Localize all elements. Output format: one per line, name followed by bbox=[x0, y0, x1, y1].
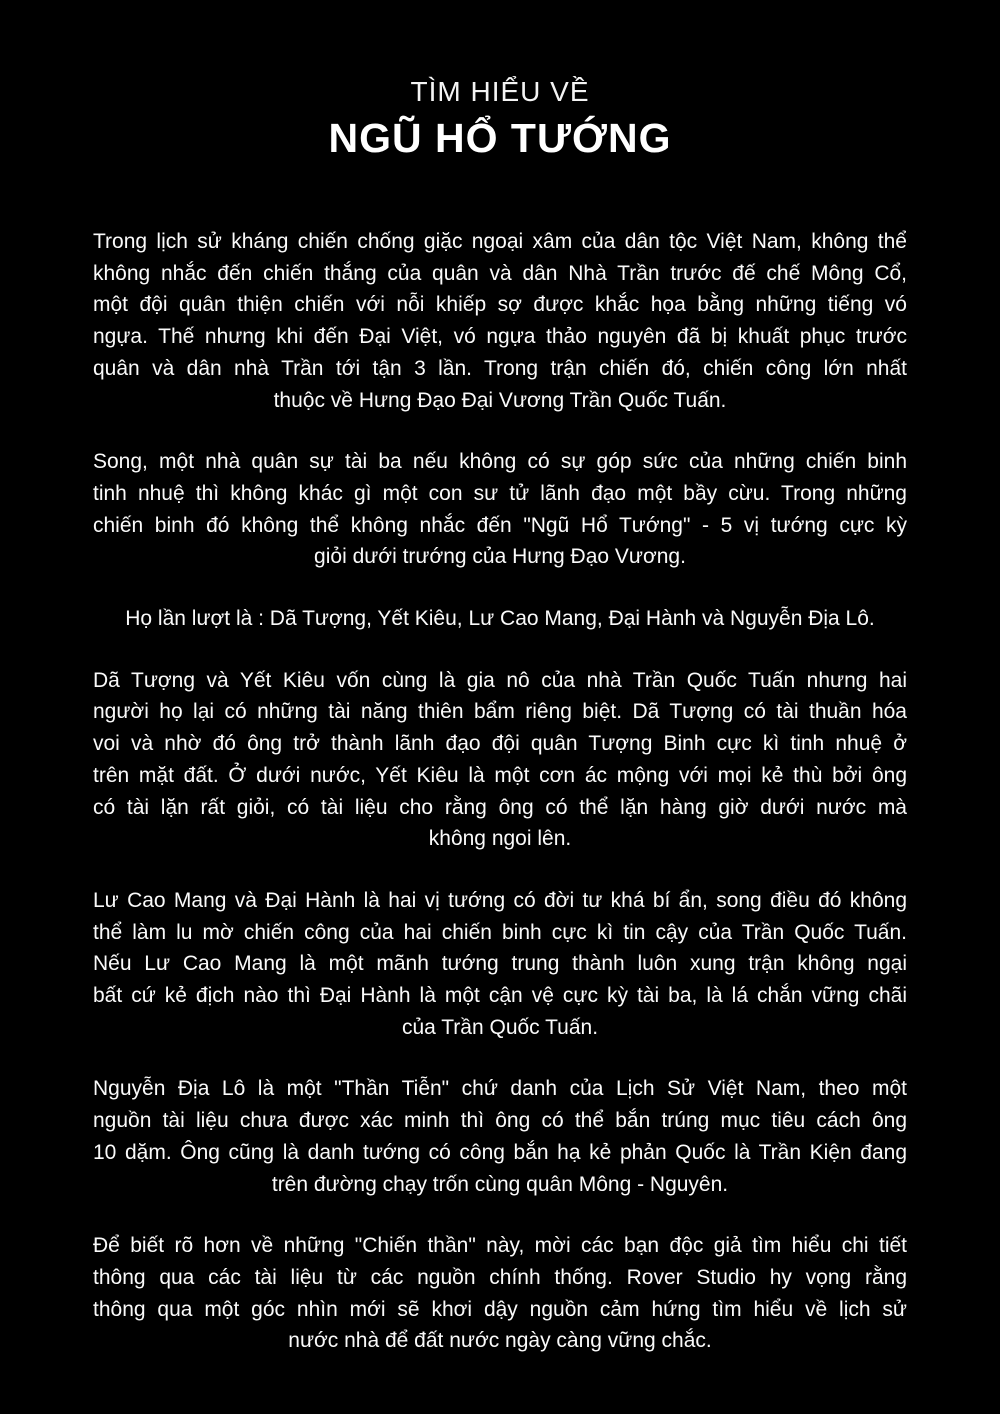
text-line: Lư Cao Mang và Đại Hành là hai vị tướng có đời tư khá bí ẩn, song điều đó không bbox=[93, 888, 907, 912]
text-line: không nhắc đến chiến thắng của quân và dân Nhà Trần trước đế chế Mông Cổ, bbox=[93, 261, 907, 285]
text-line: ngựa. Thế nhưng khi đến Đại Việt, vó ngựa thảo nguyên đã bị khuất phục trước bbox=[93, 325, 907, 349]
text-line: Họ lần lượt là : Dã Tượng, Yết Kiêu, Lư Cao Mang, Đại Hành và Nguyễn Địa Lô. bbox=[125, 607, 875, 631]
text-line: trên mặt đất. Ở dưới nước, Yết Kiêu là một cơn ác mộng với mọi kẻ thù bởi ông bbox=[93, 763, 907, 787]
text-line: không ngoi lên. bbox=[428, 827, 572, 851]
document bbox=[93, 0, 907, 1357]
paragraph-lu-cao-mang-dai-hanh bbox=[93, 885, 907, 1044]
document-body bbox=[93, 226, 907, 1357]
text-line: một đội quân thiện chiến với nỗi khiếp sợ được khắc họa bằng những tiếng vó bbox=[93, 293, 907, 317]
text-line: Để biết rõ hơn về những "Chiến thần" này, mời các bạn độc giả tìm hiểu chi tiết bbox=[93, 1234, 907, 1258]
text-line: thông qua một góc nhìn mới sẽ khơi dậy nguồn cảm hứng tìm hiểu về lịch sử bbox=[93, 1297, 907, 1321]
text-line: Nếu Lư Cao Mang là một mãnh tướng trung thành luôn xung trận không ngại bbox=[93, 952, 907, 976]
paragraph-intro-history bbox=[93, 226, 907, 416]
text-line: thông qua các tài liệu từ các nguồn chính thống. Rover Studio hy vọng rằng bbox=[93, 1265, 907, 1289]
text-line: có tài lặn rất giỏi, có tài liệu cho rằng ông có thể lặn hàng giờ dưới nước mà bbox=[93, 795, 907, 819]
text-line: 10 dặm. Ông cũng là danh tướng có công bắn hạ kẻ phản Quốc là Trần Kiện đang bbox=[93, 1140, 907, 1164]
text-line: Song, một nhà quân sự tài ba nếu không có sự góp sức của những chiến binh bbox=[93, 450, 907, 474]
text-line: Nguyễn Địa Lô là một "Thần Tiễn" chứ danh của Lịch Sử Việt Nam, theo một bbox=[93, 1077, 907, 1101]
text-line: của Trần Quốc Tuấn. bbox=[401, 1015, 599, 1039]
text-line: giỏi dưới trướng của Hưng Đạo Vương. bbox=[314, 545, 686, 569]
text-line: Trong lịch sử kháng chiến chống giặc ngoại xâm của dân tộc Việt Nam, không thể bbox=[93, 230, 907, 253]
text-line: trên đường chạy trốn cùng quân Mông - Nguyên. bbox=[271, 1172, 729, 1196]
document-header bbox=[93, 76, 907, 162]
text-line: nguồn tài liệu chưa được xác minh thì ông có thể bắn trúng mục tiêu cách ông bbox=[93, 1109, 907, 1133]
text-line: người họ lại có những tài năng thiên bẩm riêng biệt. Dã Tượng có tài thuần hóa bbox=[93, 700, 907, 724]
page-title: NGŨ HỔ TƯỚNG bbox=[328, 115, 672, 161]
paragraph-outro bbox=[93, 1230, 907, 1357]
text-line: quân và dân nhà Trần tới tận 3 lần. Trong trận chiến đó, chiến công lớn nhất bbox=[93, 356, 907, 380]
text-line: Dã Tượng và Yết Kiêu vốn cùng là gia nô của nhà Trần Quốc Tuấn nhưng hai bbox=[93, 668, 907, 692]
text-line: nước nhà để đất nước ngày càng vững chắc. bbox=[288, 1329, 712, 1353]
paragraph-five-tigers bbox=[93, 446, 907, 573]
text-line: bất cứ kẻ địch nào thì Đại Hành là một cận vệ cực kỳ tài ba, là lá chắn vững chãi bbox=[93, 984, 907, 1008]
text-line: thuộc về Hưng Đạo Đại Vương Trần Quốc Tuấn. bbox=[273, 388, 727, 412]
text-line: voi và nhờ đó ông trở thành lãnh đạo đội quân Tượng Binh cực kì tinh nhuệ ở bbox=[93, 732, 907, 756]
paragraph-names-list bbox=[93, 603, 907, 635]
document-kicker: TÌM HIỂU VỀ bbox=[410, 76, 590, 107]
text-line: chiến binh đó không thể không nhắc đến "Ngũ Hổ Tướng" - 5 vị tướng cực kỳ bbox=[93, 513, 907, 537]
text-line: tinh nhuệ thì không khác gì một con sư tử lãnh đạo một bầy cừu. Trong những bbox=[93, 481, 907, 505]
paragraph-nguyen-dia-lo bbox=[93, 1073, 907, 1200]
text-line: thể làm lu mờ chiến công của hai chiến binh cực kì tin cậy của Trần Quốc Tuấn. bbox=[93, 920, 907, 944]
paragraph-da-tuong-yet-kieu bbox=[93, 665, 907, 855]
